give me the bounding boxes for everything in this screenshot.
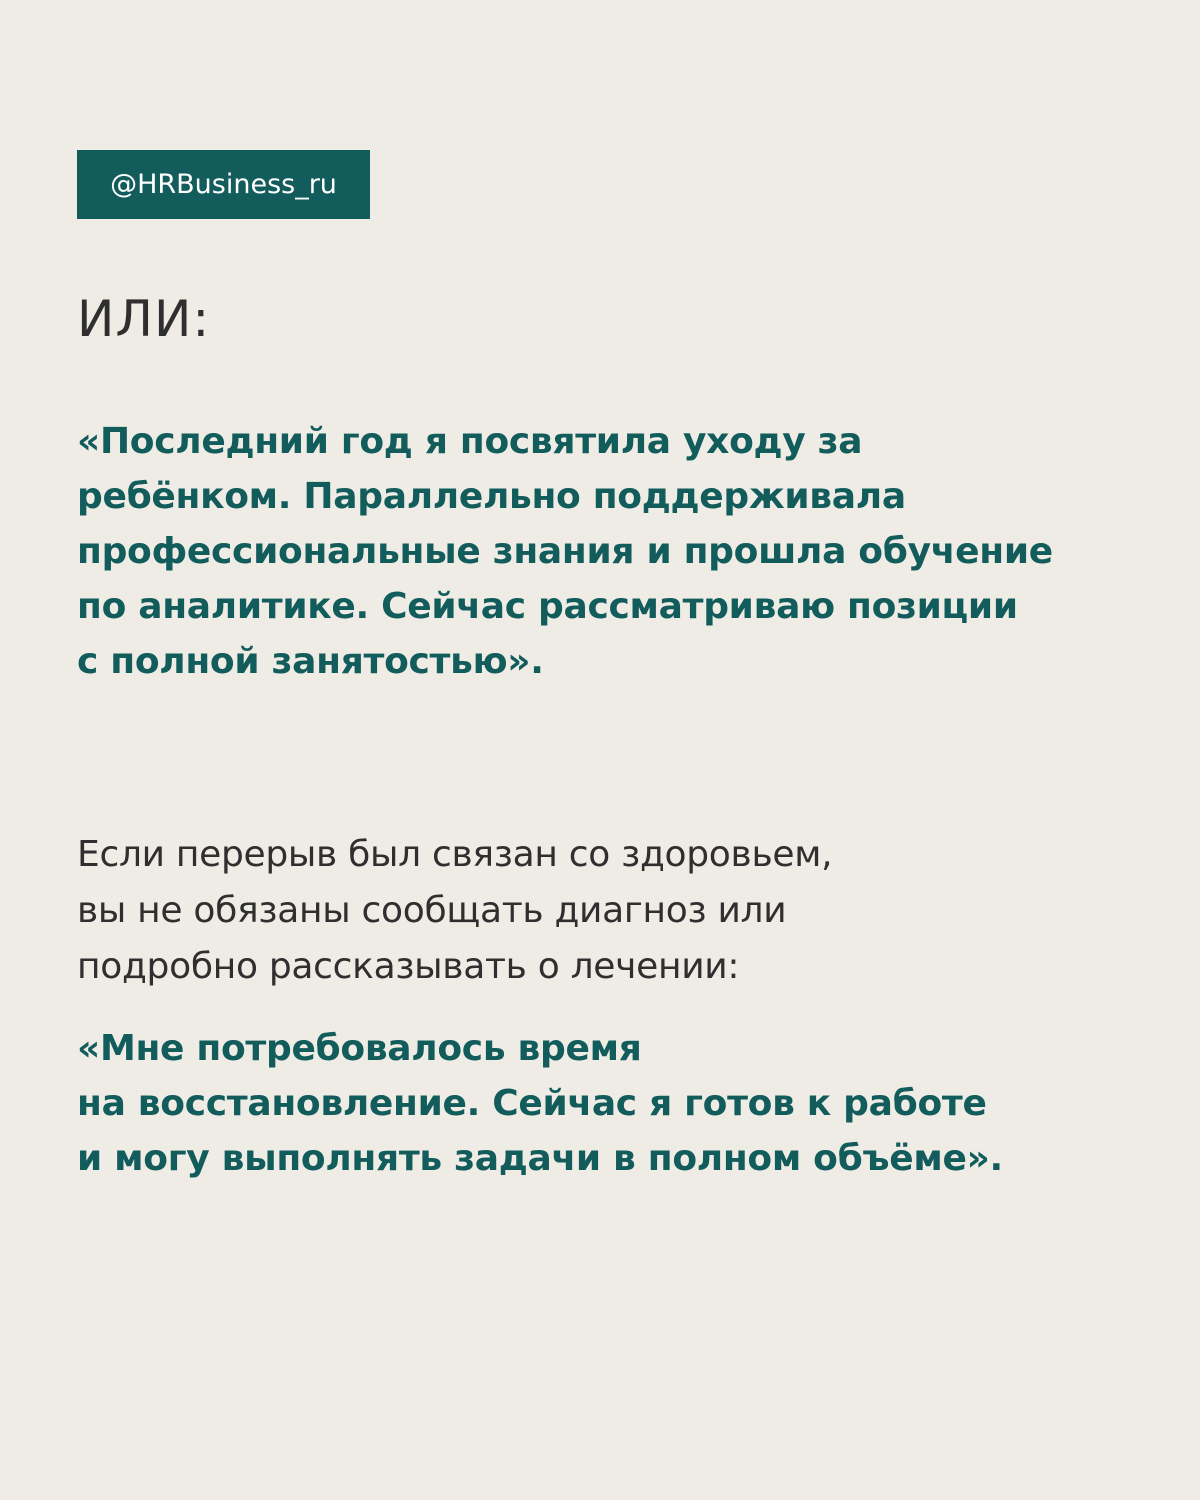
- paragraph-line: вы не обязаны сообщать диагноз или: [77, 890, 787, 931]
- paragraph-line: подробно рассказывать о лечении:: [77, 946, 740, 987]
- quote-line: на восстановление. Сейчас я готов к работе: [77, 1083, 987, 1124]
- quote-line: и могу выполнять задачи в полном объёме».: [77, 1138, 1003, 1179]
- quote-line: «Последний год я посвятила уходу за: [77, 421, 863, 462]
- quote-line: профессиональные знания и прошла обучение: [77, 531, 1053, 572]
- paragraph-line: Если перерыв был связан со здоровьем,: [77, 834, 833, 875]
- example-quote-childcare: [77, 414, 1167, 689]
- example-quote-health: [77, 1021, 1167, 1186]
- section-heading: ИЛИ:: [77, 290, 211, 348]
- quote-line: ребёнком. Параллельно поддерживала: [77, 476, 906, 517]
- quote-line: по аналитике. Сейчас рассматриваю позиции: [77, 586, 1018, 627]
- quote-line: «Мне потребовалось время: [77, 1028, 642, 1069]
- quote-line: с полной занятостью».: [77, 641, 544, 682]
- account-handle-badge: @HRBusiness_ru: [77, 150, 370, 219]
- health-advice-paragraph: [77, 827, 1077, 995]
